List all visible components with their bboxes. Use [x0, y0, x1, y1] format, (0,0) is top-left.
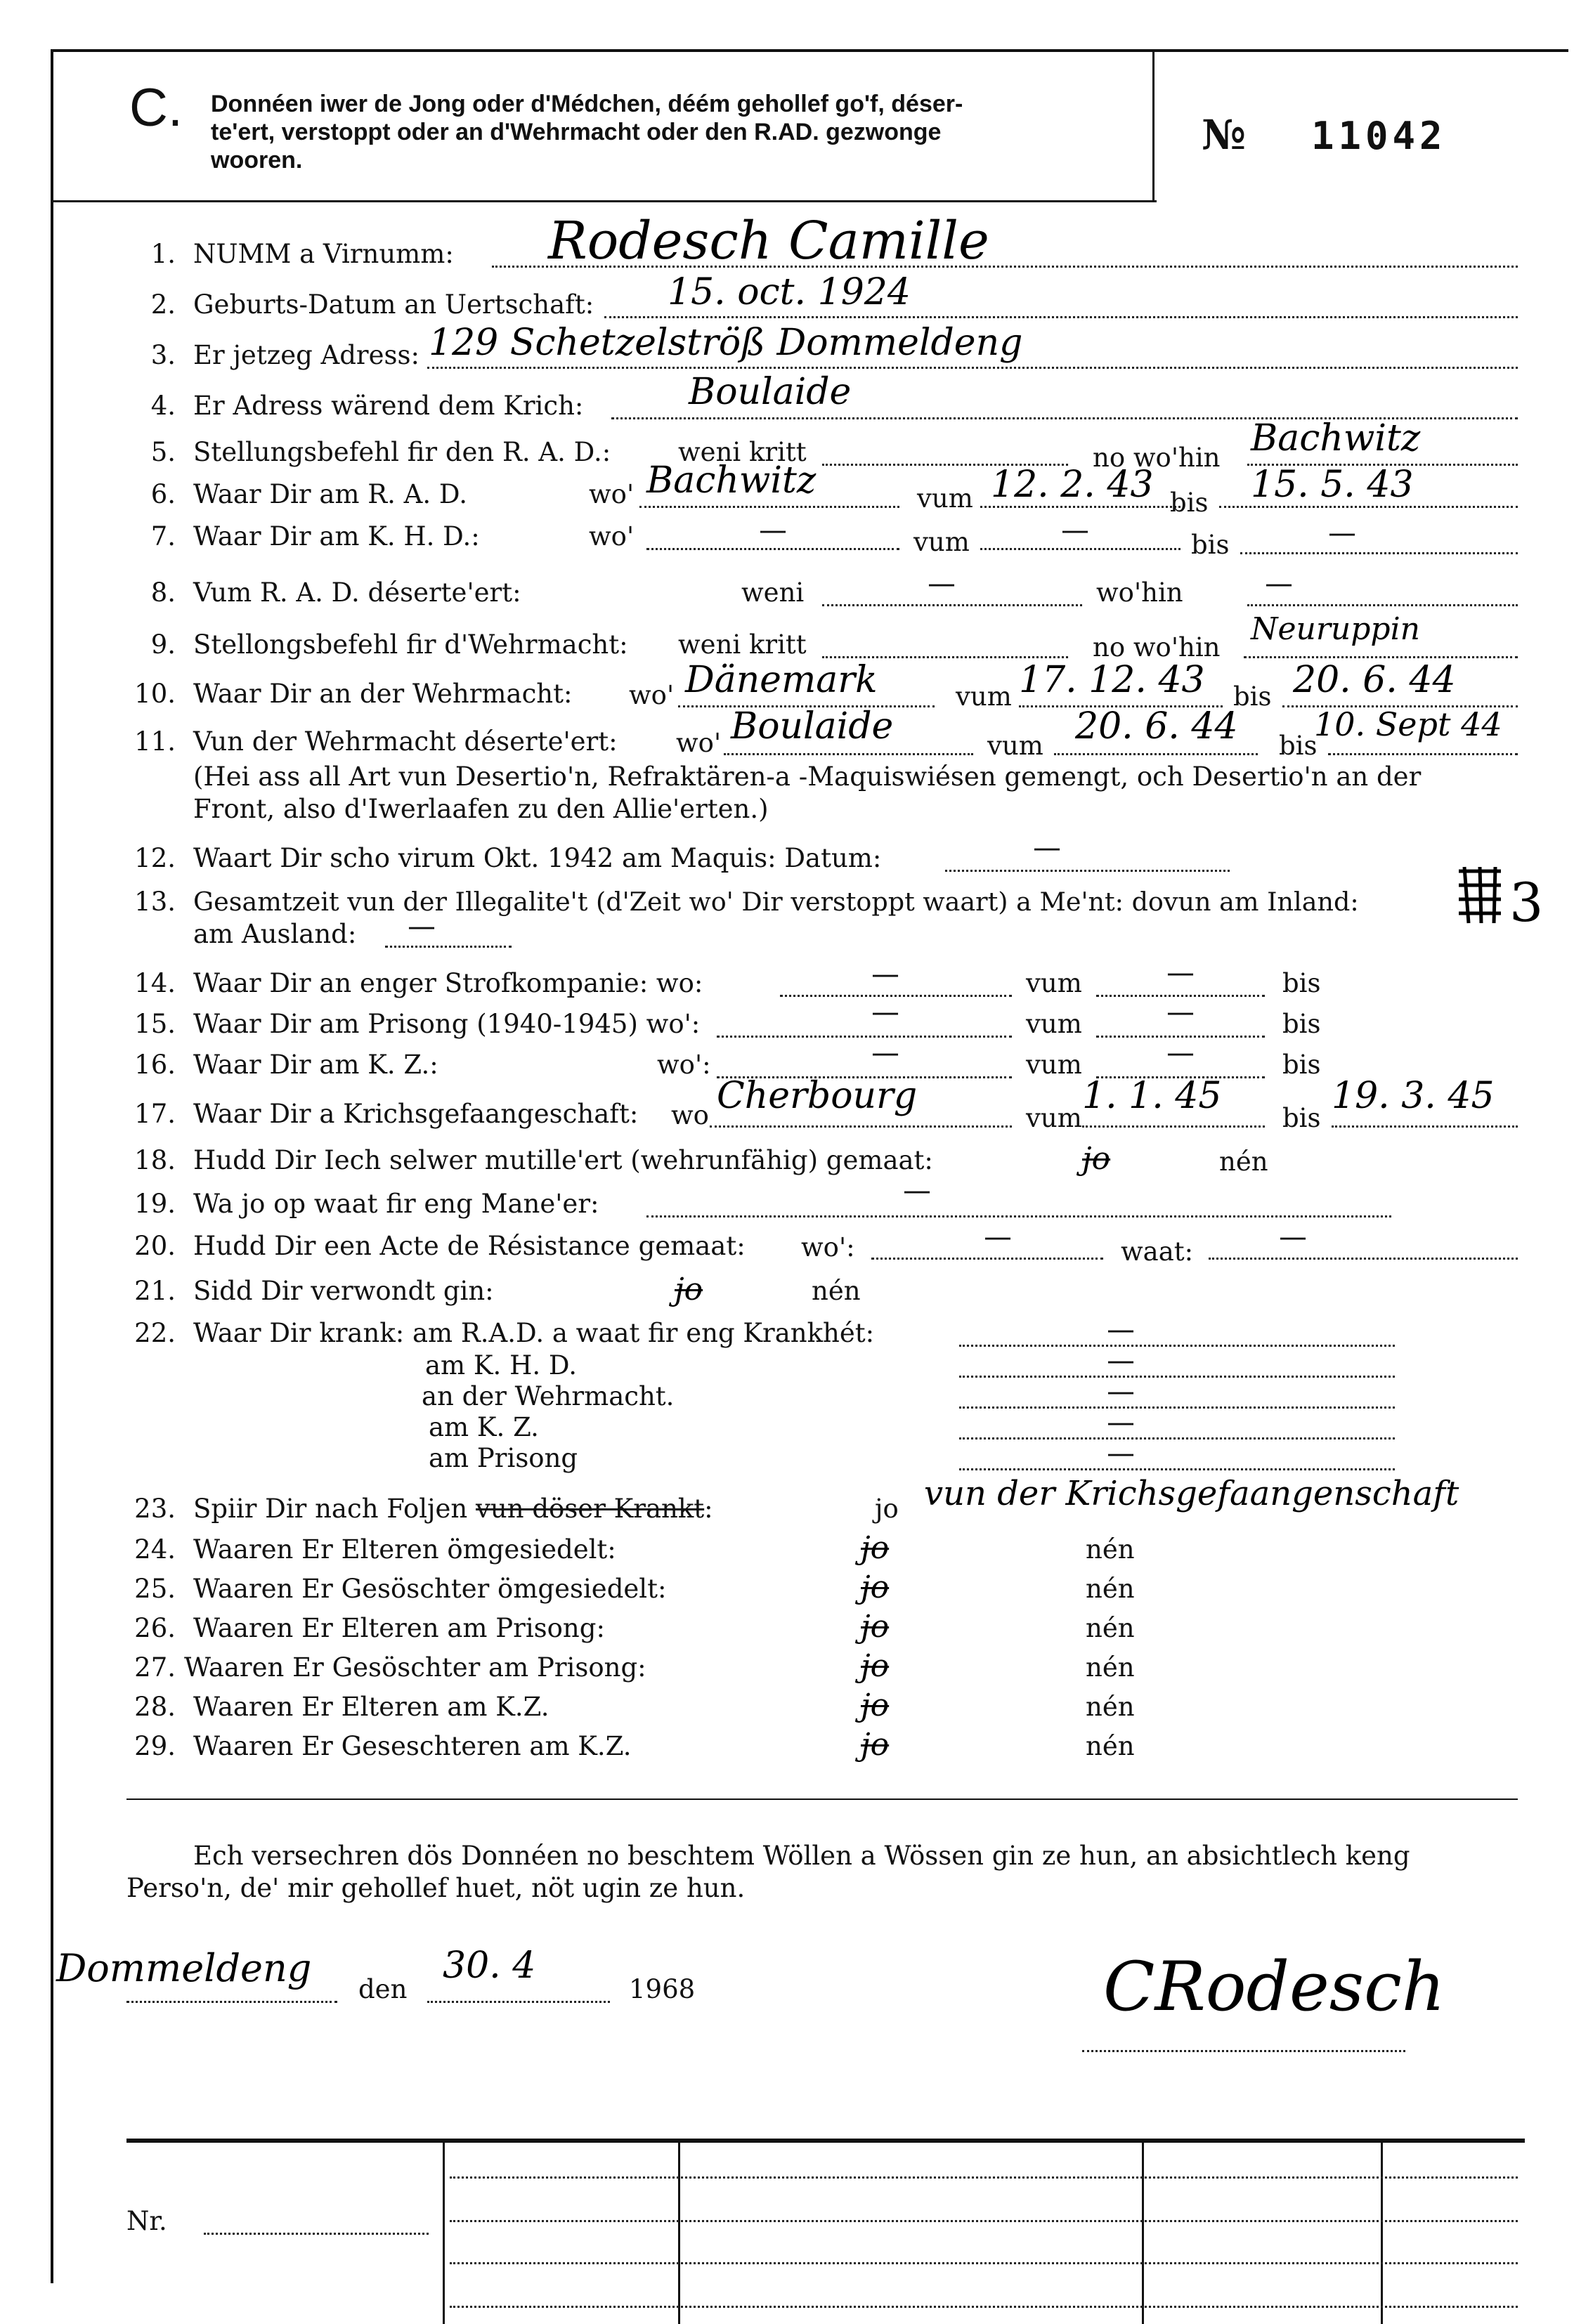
kz-from-value[interactable]: — — [1166, 1037, 1195, 1069]
ill-khd-value[interactable]: — — [1107, 1345, 1135, 1377]
rad-to-value[interactable]: 15. 5. 43 — [1251, 464, 1414, 506]
abroad-value[interactable]: — — [408, 910, 436, 943]
section-title — [211, 90, 1124, 174]
fill-line — [385, 946, 512, 948]
rad-from-value[interactable]: 12. 2. 43 — [991, 464, 1154, 506]
header-divider — [53, 200, 1157, 202]
item-note: (Hei ass all Art vun Desertio'n, Refraktären-a -Maquiswiésen gemengt, och Desertio'n an der — [193, 762, 1422, 792]
manner-value[interactable]: — — [903, 1175, 931, 1207]
fill-line — [646, 548, 899, 550]
item-number: 15. — [134, 1009, 176, 1039]
fill-line — [604, 316, 1518, 318]
item-label: Waaren Er Elteren am Prisong: — [193, 1613, 605, 1643]
fill-line — [1332, 1125, 1518, 1128]
wo-label: wo — [671, 1100, 709, 1130]
fill-line — [710, 1125, 1012, 1128]
ill-prison-value[interactable]: — — [1107, 1437, 1135, 1470]
fill-line — [822, 656, 1068, 658]
item-label: Waaren Er Gesöschter am Prisong: — [184, 1652, 646, 1683]
rad-where-value[interactable]: Bachwitz — [646, 459, 817, 502]
where-label: no wo'hin — [1093, 443, 1221, 473]
no-option[interactable]: nén — [1086, 1613, 1135, 1643]
section-title-line: Donnéen iwer de Jong oder d'Médchen, déém gehollef go'f, déser- — [211, 91, 963, 117]
place-value[interactable]: Dommeldeng — [56, 1946, 312, 1990]
bis-label: bis — [1191, 530, 1230, 560]
item-label: Hudd Dir een Acte de Résistance gemaat: — [193, 1231, 746, 1261]
footer-top-rule — [126, 2139, 1525, 2143]
item-label: Waart Dir scho virum Okt. 1942 am Maquis: Datum: — [193, 843, 882, 873]
bis-label: bis — [1282, 968, 1321, 998]
wo-label: wo' — [629, 680, 675, 710]
vum-label: vum — [1026, 1103, 1082, 1133]
fill-line — [1240, 552, 1518, 554]
fill-line — [1054, 753, 1258, 755]
ill-kz-value[interactable]: — — [1107, 1406, 1135, 1439]
prison-where-value[interactable]: — — [871, 996, 899, 1029]
footer-dotted-row — [450, 2176, 1518, 2179]
item-label: Vum R. A. D. déserte'ert: — [193, 577, 521, 608]
yes-option-struck[interactable]: jo — [861, 1727, 890, 1763]
yes-option-struck[interactable]: jo — [861, 1648, 890, 1684]
signature-line — [1082, 2050, 1405, 2052]
item-label: Waar Dir am K. Z.: — [193, 1050, 438, 1080]
desertion-where-value[interactable]: Boulaide — [731, 705, 894, 748]
item-label: Gesamtzeit vun der Illegalite't (d'Zeit wo' Dir verstoppt waart) a Me'nt: dovun am Inland: — [193, 887, 1359, 917]
yes-option-struck[interactable]: jo — [861, 1530, 890, 1566]
name-value[interactable]: Rodesch Camille — [548, 211, 989, 271]
khd-where-value[interactable]: — — [759, 514, 787, 547]
item-number: 19. — [134, 1189, 176, 1219]
item-number: 1. — [150, 239, 176, 269]
fill-line — [871, 1258, 1103, 1260]
declaration-divider — [126, 1799, 1518, 1800]
fill-line — [822, 604, 1082, 606]
when-label: weni — [741, 577, 805, 608]
item-number: 25. — [134, 1574, 176, 1604]
bis-label: bis — [1282, 1050, 1321, 1080]
penal-company-where-value[interactable]: — — [871, 958, 899, 991]
item-label-text: Spiir Dir nach Foljen — [193, 1494, 468, 1524]
pow-where-value[interactable]: Cherbourg — [717, 1075, 918, 1117]
item-number: 2. — [150, 289, 176, 320]
item-label: NUMM a Virnumm: — [193, 239, 454, 269]
when-label: weni kritt — [678, 437, 807, 467]
vum-label: vum — [1026, 1050, 1082, 1080]
fill-line — [959, 1345, 1395, 1347]
item-number: 24. — [134, 1534, 176, 1565]
wo-label: wo' — [589, 479, 635, 509]
war-address-value[interactable]: Boulaide — [689, 371, 852, 413]
fill-line — [724, 753, 973, 755]
item-label: Hudd Dir Iech selwer mutille'ert (wehrunfähig) gemaat: — [193, 1145, 933, 1175]
number-sign: № — [1202, 111, 1247, 159]
item-note: Front, also d'Iwerlaafen zu den Allie'erten.) — [193, 794, 769, 824]
penal-company-from-value[interactable]: — — [1166, 957, 1195, 989]
abroad-label: am Ausland: — [193, 919, 357, 949]
fill-line — [1328, 753, 1518, 755]
footer-col-divider — [678, 2141, 680, 2324]
den-label: den — [358, 1974, 408, 2004]
wo-label: wo' — [676, 728, 722, 758]
item-label: Waar Dir krank: am R.A.D. a waat fir eng Krankhét: — [193, 1318, 875, 1348]
no-option[interactable]: nén — [1086, 1652, 1135, 1683]
footer-nr-label: Nr. — [126, 2206, 167, 2236]
signature: CRodesch — [1103, 1947, 1445, 2026]
wehrmacht-order-where-value[interactable]: Neuruppin — [1251, 611, 1420, 647]
wo-label: wo' — [589, 521, 635, 551]
yes-option-struck[interactable]: jo — [861, 1609, 890, 1645]
item-label: Vun der Wehrmacht déserte'ert: — [193, 726, 618, 757]
item-label: Stellungsbefehl fir den R. A. D.: — [193, 437, 611, 467]
no-option[interactable]: nén — [1219, 1147, 1268, 1177]
prison-from-value[interactable]: — — [1166, 996, 1195, 1029]
item-number: 8. — [150, 577, 176, 608]
year-label: 1968 — [629, 1974, 696, 2004]
khd-to-value[interactable]: — — [1328, 517, 1356, 549]
item-label: Waaren Er Geseschteren am K.Z. — [193, 1731, 632, 1761]
fill-line — [959, 1437, 1395, 1440]
fill-line — [980, 548, 1180, 550]
item-label: Stellongsbefehl fir d'Wehrmacht: — [193, 629, 628, 660]
maquis-date-value[interactable]: — — [1033, 832, 1061, 864]
item-number: 20. — [134, 1231, 176, 1261]
item-number: 5. — [150, 437, 176, 467]
sub-label: am Prisong — [429, 1443, 578, 1473]
wehrmacht-to-value[interactable]: 20. 6. 44 — [1293, 659, 1456, 701]
section-title-line: te'ert, verstoppt oder an d'Wehrmacht oder den R.AD. gezwonge — [211, 119, 942, 145]
vum-label: vum — [917, 483, 973, 514]
fill-line — [1247, 604, 1518, 606]
kz-where-value[interactable]: — — [871, 1037, 899, 1069]
item-number: 17. — [134, 1099, 176, 1129]
vum-label: vum — [1026, 1009, 1082, 1039]
item-label: Waar Dir a Krichsgefaangeschaft: — [193, 1099, 639, 1129]
when-label: weni kritt — [678, 629, 807, 660]
date-value[interactable]: 30. 4 — [443, 1945, 536, 1987]
sub-label: an der Wehrmacht. — [422, 1381, 675, 1411]
item-number: 3. — [150, 340, 176, 370]
item-number: 22. — [134, 1318, 176, 1348]
item-number: 12. — [134, 843, 176, 873]
footer-col-divider — [1142, 2141, 1144, 2324]
no-option[interactable]: nén — [812, 1276, 861, 1306]
item-label: Waar Dir am K. H. D.: — [193, 521, 480, 551]
item-label: Waar Dir an enger Strofkompanie: wo: — [193, 968, 703, 998]
fill-line — [1209, 1258, 1518, 1260]
item-number: 26. — [134, 1613, 176, 1643]
no-option[interactable]: nén — [1086, 1534, 1135, 1565]
item-label: Er jetzeg Adress: — [193, 340, 419, 370]
wo-label: wo': — [657, 1050, 711, 1080]
vum-label: vum — [913, 527, 970, 557]
footer-nr-line — [204, 2233, 429, 2235]
footer-dotted-row — [450, 2262, 1518, 2264]
desert-rad-where-value[interactable]: — — [1265, 568, 1293, 600]
yes-option-struck[interactable]: jo — [861, 1687, 890, 1723]
item-number: 11. — [134, 726, 176, 757]
bis-label: bis — [1170, 488, 1209, 518]
yes-option-struck[interactable]: jo — [861, 1569, 890, 1605]
fill-line — [646, 1215, 1391, 1218]
header-number-divider — [1152, 49, 1155, 202]
birth-value[interactable]: 15. oct. 1924 — [668, 271, 911, 313]
item-label: Waar Dir am Prisong (1940-1945) wo': — [193, 1009, 701, 1039]
sub-label: am K. H. D. — [425, 1350, 577, 1380]
fill-line — [959, 1468, 1395, 1470]
item-number: 27. — [134, 1652, 176, 1683]
item-number: 16. — [134, 1050, 176, 1080]
yes-option-struck[interactable]: jo — [1082, 1141, 1111, 1177]
item-label-colon: : — [704, 1494, 713, 1524]
fill-line — [639, 506, 899, 508]
item-number: 18. — [134, 1145, 176, 1175]
bis-label: bis — [1279, 731, 1318, 761]
declaration-text: Ech versechren dös Donnéen no beschtem Wöllen a Wössen gin ze hun, an absichtlech keng — [193, 1841, 1410, 1871]
item-label-struck: vun döser Krankt — [476, 1494, 705, 1524]
fill-line — [1219, 506, 1518, 508]
fill-line — [717, 1036, 1012, 1038]
pow-from-value[interactable]: 1. 1. 45 — [1082, 1075, 1222, 1117]
item-label: Er Adress wärend dem Krich: — [193, 391, 584, 421]
no-option[interactable]: nén — [1086, 1731, 1135, 1761]
vum-label: vum — [1026, 968, 1082, 998]
current-address-value[interactable]: 129 Schetzelströß Dommeldeng — [429, 322, 1023, 364]
khd-from-value[interactable]: — — [1061, 514, 1089, 547]
scribbled-out-mark — [1455, 864, 1505, 927]
footer-dotted-row — [450, 2306, 1518, 2308]
yes-option[interactable]: jo — [875, 1494, 899, 1524]
footer-dotted-row — [450, 2220, 1518, 2222]
sub-label: am K. Z. — [429, 1412, 539, 1442]
item-number: 10. — [134, 679, 176, 709]
item-label: Waar Dir an der Wehrmacht: — [193, 679, 573, 709]
item-number: 28. — [134, 1692, 176, 1722]
ill-rad-value[interactable]: — — [1107, 1314, 1135, 1346]
fill-line — [1244, 656, 1518, 658]
no-option[interactable]: nén — [1086, 1574, 1135, 1604]
fill-line — [427, 2001, 610, 2003]
footer-col-divider — [1381, 2141, 1383, 2324]
bis-label: bis — [1282, 1103, 1321, 1133]
fill-line — [959, 1376, 1395, 1378]
vum-label: vum — [987, 731, 1043, 761]
item-number: 6. — [150, 479, 176, 509]
item-label: Waaren Er Elteren ömgesiedelt: — [193, 1534, 616, 1565]
wehrmacht-where-value[interactable]: Dänemark — [685, 659, 878, 701]
fill-line — [427, 367, 1518, 369]
wo-label: wo': — [801, 1232, 855, 1262]
item-number: 29. — [134, 1731, 176, 1761]
fill-line — [959, 1406, 1395, 1409]
consequences-value[interactable]: vun der Krichsgefaangenschaft — [924, 1474, 1459, 1513]
desertion-from-value[interactable]: 20. 6. 44 — [1075, 705, 1238, 748]
section-letter: C. — [129, 78, 183, 138]
fill-line — [945, 870, 1230, 872]
where-label: no wo'hin — [1093, 632, 1221, 662]
item-label: Waaren Er Elteren am K.Z. — [193, 1692, 549, 1722]
fill-line — [126, 2001, 337, 2003]
declaration-text: Perso'n, de' mir gehollef huet, nöt ugin ze hun. — [126, 1873, 746, 1903]
wehrmacht-from-value[interactable]: 17. 12. 43 — [1019, 659, 1205, 701]
resistance-what-value[interactable]: — — [1279, 1221, 1307, 1253]
inland-months-value[interactable]: 3 — [1509, 871, 1544, 934]
pow-to-value[interactable]: 19. 3. 45 — [1332, 1075, 1495, 1117]
item-number: 21. — [134, 1276, 176, 1306]
resistance-where-value[interactable]: — — [984, 1221, 1012, 1253]
item-number: 23. — [134, 1494, 176, 1524]
vum-label: vum — [956, 681, 1012, 712]
ill-wehrmacht-value[interactable]: — — [1107, 1376, 1135, 1408]
where-label: wo'hin — [1096, 577, 1183, 608]
footer-col-divider — [443, 2141, 445, 2324]
waat-label: waat: — [1121, 1236, 1194, 1267]
bis-label: bis — [1233, 681, 1272, 712]
item-label — [193, 1494, 713, 1524]
item-number: 7. — [150, 521, 176, 551]
no-option[interactable]: nén — [1086, 1692, 1135, 1722]
section-title-line: wooren. — [211, 147, 303, 174]
item-number: 14. — [134, 968, 176, 998]
item-label: Waar Dir am R. A. D. — [193, 479, 467, 509]
item-label: Sidd Dir verwondt gin: — [193, 1276, 494, 1306]
item-number: 9. — [150, 629, 176, 660]
yes-option-struck[interactable]: jo — [675, 1272, 703, 1307]
item-label: Wa jo op waat fir eng Mane'er: — [193, 1189, 599, 1219]
desert-rad-when-value[interactable]: — — [928, 568, 956, 600]
item-number: 4. — [150, 391, 176, 421]
document-number: 11042 — [1311, 114, 1447, 158]
item-number: 13. — [134, 887, 176, 917]
fill-line — [980, 506, 1180, 508]
fill-line — [1082, 1125, 1265, 1128]
bis-label: bis — [1282, 1009, 1321, 1039]
rad-order-where-value[interactable]: Bachwitz — [1251, 417, 1421, 459]
desertion-to-value[interactable]: 10. Sept 44 — [1314, 705, 1502, 743]
item-label: Geburts-Datum an Uertschaft: — [193, 289, 594, 320]
item-label: Waaren Er Gesöschter ömgesiedelt: — [193, 1574, 667, 1604]
